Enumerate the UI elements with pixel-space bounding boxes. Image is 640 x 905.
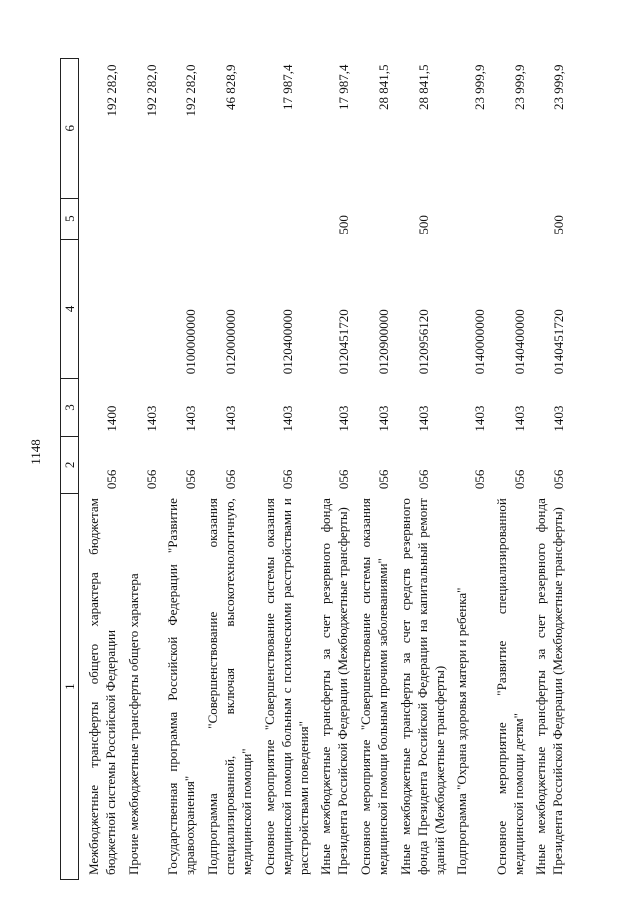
row-description: Прочие межбюджетные трансферты общего характера — [125, 573, 141, 875]
table-row — [355, 59, 395, 880]
row-target-code: 0120956120 — [415, 309, 431, 375]
row-section-code: 1403 — [375, 405, 391, 432]
table-row — [202, 59, 259, 880]
row-target-code: 0100000000 — [183, 309, 199, 375]
row-amount: 23 999,9 — [551, 64, 567, 110]
row-admin-code: 056 — [551, 469, 567, 490]
row-admin-code: 056 — [472, 469, 488, 490]
row-amount: 192 282,0 — [183, 64, 199, 117]
row-type-code — [259, 198, 316, 239]
table-row — [491, 59, 531, 880]
budget-table — [60, 58, 570, 880]
table-row — [395, 59, 452, 880]
header-col-3: 3 — [61, 379, 79, 436]
page-number: 1148 — [28, 439, 43, 465]
row-amount: 23 999,9 — [511, 64, 527, 110]
row-admin-code: 056 — [183, 469, 199, 490]
row-section-code: 1403 — [143, 405, 159, 432]
row-type-code — [451, 198, 491, 239]
table-row — [451, 59, 491, 880]
row-admin-code: 056 — [375, 469, 391, 490]
row-type-code: 500 — [336, 215, 352, 235]
table-row — [79, 59, 123, 880]
row-target-code: 0120900000 — [375, 309, 391, 375]
row-admin-code: 056 — [223, 469, 238, 490]
row-target-code: 0120451720 — [336, 309, 352, 375]
row-target-code: 0120400000 — [279, 309, 295, 375]
row-amount: 28 841,5 — [375, 64, 391, 110]
row-admin-code: 056 — [336, 469, 352, 490]
row-type-code — [79, 198, 123, 239]
row-amount: 23 999,9 — [472, 64, 488, 110]
row-target-code — [79, 239, 123, 379]
row-admin-code: 056 — [511, 469, 527, 490]
row-admin-code: 056 — [104, 469, 119, 490]
row-amount: 192 282,0 — [143, 64, 159, 117]
row-target-code: 0120000000 — [223, 309, 238, 375]
row-target-code: 0140451720 — [551, 309, 567, 375]
row-amount: 46 828,9 — [223, 64, 238, 110]
table-row — [259, 59, 316, 880]
row-description: Межбюджетные трансферты общего характера бюджетам бюджетной системы Российской Федерации — [86, 498, 118, 875]
table-row — [315, 59, 355, 880]
row-description: Иные межбюджетные трансферты за счет резервного фонда Президента Российской Федерации (Межбюджетные трансферты) — [318, 498, 351, 875]
row-amount: 17 987,4 — [336, 64, 352, 110]
row-type-code: 500 — [415, 215, 431, 235]
row-description: Основное мероприятие "Совершенствование системы оказания медицинской помощи больным прочими заболеваниями" — [357, 498, 390, 875]
row-section-code: 1403 — [183, 405, 199, 432]
row-target-code: 0140000000 — [472, 309, 488, 375]
row-type-code — [355, 198, 395, 239]
row-section-code: 1400 — [104, 405, 119, 432]
row-target-code — [123, 239, 163, 379]
row-admin-code: 056 — [415, 469, 431, 490]
table-row — [162, 59, 202, 880]
row-description: Государственная программа Российской Федерации "Развитие здравоохранения" — [165, 498, 198, 875]
header-col-1: 1 — [61, 494, 79, 880]
row-admin-code: 056 — [143, 469, 159, 490]
header-col-2: 2 — [61, 436, 79, 493]
row-description: Основное мероприятие "Развитие специализированной медицинской помощи детям" — [493, 498, 526, 875]
row-section-code: 1403 — [336, 405, 352, 432]
row-description: Иные межбюджетные трансферты за счет резервного фонда Президента Российской Федерации (Межбюджетные трансферты) — [533, 498, 566, 875]
row-description: Подпрограмма "Совершенствование оказания специализированной, включая высокотехнологичную, медицинской помощи" — [205, 498, 254, 875]
header-col-6: 6 — [61, 59, 79, 199]
row-section-code: 1403 — [472, 405, 488, 432]
row-description: Основное мероприятие "Совершенствование системы оказания медицинской помощи больным с психическими расстройствами и расстройствами поведения" — [261, 498, 311, 875]
row-section-code: 1403 — [551, 405, 567, 432]
row-type-code — [202, 198, 259, 239]
header-col-5: 5 — [61, 198, 79, 239]
row-section-code: 1403 — [415, 405, 431, 432]
row-amount: 192 282,0 — [104, 64, 119, 117]
row-description: Иные межбюджетные трансферты за счет средств резервного фонда Президента Российской Федерации на капитальный ремонт зданий (Межбюджетные трансферты) — [397, 498, 447, 875]
row-type-code: 500 — [551, 215, 567, 235]
row-description: Подпрограмма "Охрана здоровья матери и ребенка" — [454, 587, 470, 875]
row-type-code — [162, 198, 202, 239]
row-type-code — [123, 198, 163, 239]
budget-table-container — [60, 58, 570, 880]
row-amount: 17 987,4 — [279, 64, 295, 110]
row-section-code: 1403 — [223, 405, 238, 432]
table-row — [530, 59, 570, 880]
row-type-code — [491, 198, 531, 239]
table-header-row — [61, 59, 79, 880]
row-section-code: 1403 — [511, 405, 527, 432]
header-col-4: 4 — [61, 239, 79, 379]
row-amount: 28 841,5 — [415, 64, 431, 110]
table-row — [123, 59, 163, 880]
row-section-code: 1403 — [279, 405, 295, 432]
row-admin-code: 056 — [279, 469, 295, 490]
row-target-code: 0140400000 — [511, 309, 527, 375]
